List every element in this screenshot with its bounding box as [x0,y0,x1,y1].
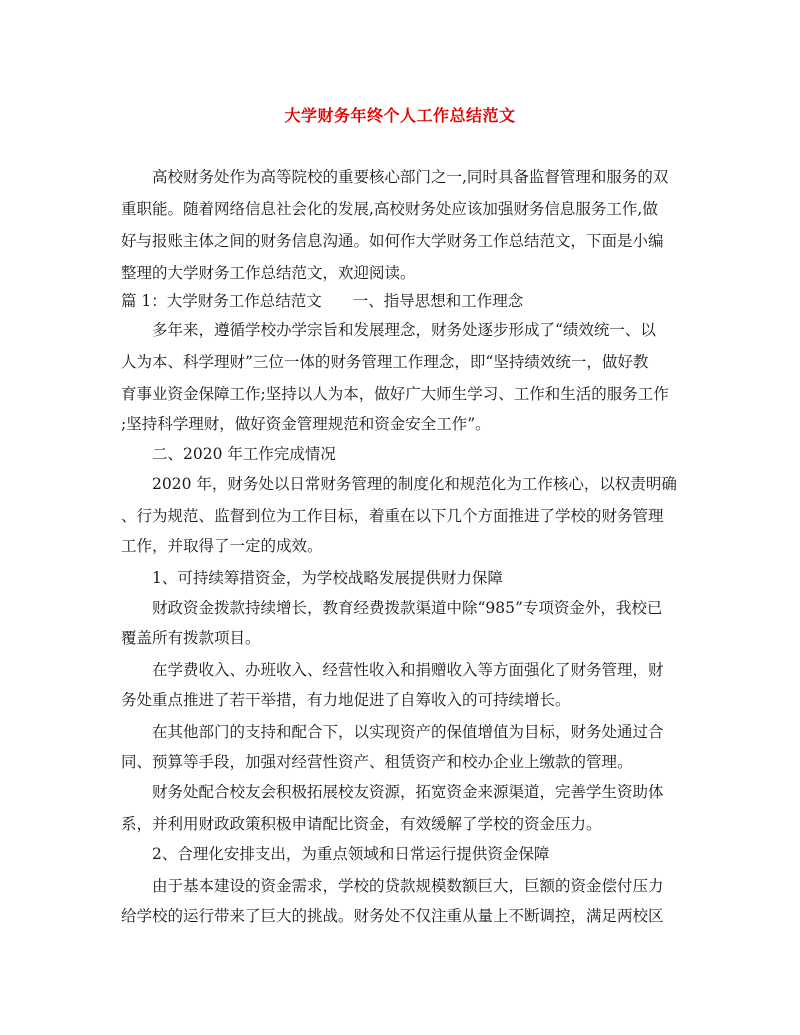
paragraph-line: 务处重点推进了若干举措，有力地促进了自筹收入的可持续增长。 [121,691,571,709]
paragraph-line: 在学费收入、办班收入、经营性收入和捐赠收入等方面强化了财务管理，财 [152,661,664,679]
paragraph-line: 由于基本建设的资金需求，学校的贷款规模数额巨大，巨额的资金偿付压力 [152,877,664,895]
paragraph-line: 整理的大学财务工作总结范文，欢迎阅读。 [121,264,416,282]
subsection-heading-line: 1、可持续筹措资金，为学校战略发展提供财力保障 [152,569,503,587]
subsection-heading-line: 2、合理化安排支出，为重点领域和日常运行提供资金保障 [152,845,550,863]
paragraph-line: 系，并利用财政政策积极申请配比资金，有效缓解了学校的资金压力。 [121,815,602,833]
paragraph-line: 同、预算等手段，加强对经营性资产、租赁资产和校办企业上缴款的管理。 [121,753,633,771]
paragraph-line: ;坚持科学理财，做好资金管理规范和资金安全工作”。 [121,415,491,433]
paragraph-line: 给学校的运行带来了巨大的挑战。财务处不仅注重从量上不断调控，满足两校区 [121,907,664,925]
paragraph-line: 多年来，遵循学校办学宗旨和发展理念，财务处逐步形成了“绩效统一、以 [152,321,656,339]
section-heading-line: 二、2020 年工作完成情况 [152,445,336,463]
paragraph-line: 2020 年，财务处以日常财务管理的制度化和规范化为工作核心，以权责明确 [152,475,677,493]
paragraph-line: 重职能。随着网络信息社会化的发展,高校财务处应该加强财务信息服务工作,做 [121,200,658,218]
paragraph-line: 好与报账主体之间的财务信息沟通。如何作大学财务工作总结范文，下面是小编 [121,232,664,250]
paragraph-line: 、行为规范、监督到位为工作目标，着重在以下几个方面推进了学校的财务管理 [121,507,664,525]
paragraph-line: 人为本、科学理财”三位一体的财务管理工作理念，即“坚持绩效统一，做好教 [121,353,649,371]
paragraph-line: 财政资金拨款持续增长，教育经费拨款渠道中除“985”专项资金外，我校已 [152,599,663,617]
document-title: 大学财务年终个人工作总结范文 [284,106,516,125]
paragraph-line: 工作，并取得了一定的成效。 [121,537,323,555]
section-heading-line: 篇 1：大学财务工作总结范文 一、指导思想和工作理念 [121,292,524,310]
paragraph-line: 覆盖所有拨款项目。 [121,629,261,647]
paragraph-line: 育事业资金保障工作;坚持以人为本，做好广大师生学习、工作和生活的服务工作 [121,385,669,403]
paragraph-line: 在其他部门的支持和配合下，以实现资产的保值增值为目标，财务处通过合 [152,723,664,741]
paragraph-line: 财务处配合校友会积极拓展校友资源，拓宽资金来源渠道，完善学生资助体 [152,783,664,801]
paragraph-line: 高校财务处作为高等院校的重要核心部门之一,同时具备监督管理和服务的双 [152,168,669,186]
